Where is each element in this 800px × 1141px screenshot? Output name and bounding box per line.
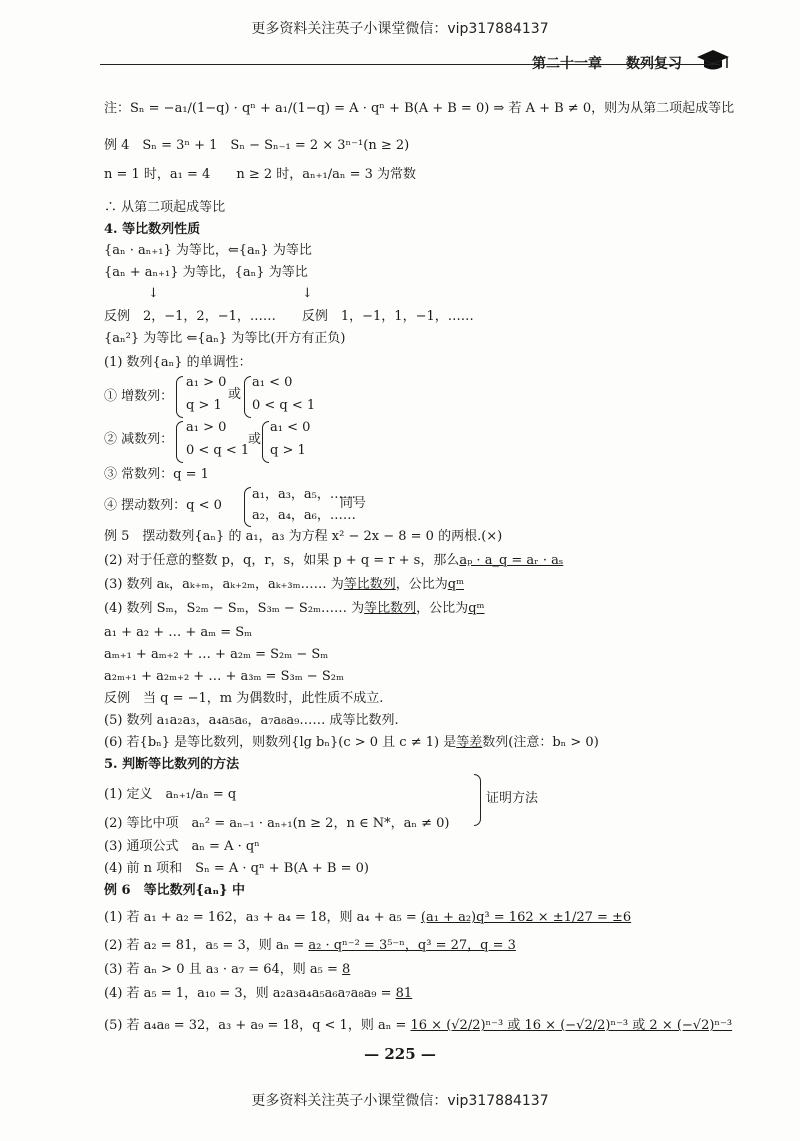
property-6-text: (6) 若{bₙ} 是等比数列，则数列{lg bₙ}(c > 0 且 c ≠ 1) 是 [104, 735, 457, 750]
sum-block-2: aₘ₊₁ + aₘ₊₂ + … + a₂ₘ = S₂ₘ − Sₘ [104, 647, 329, 662]
increasing-label: ① 增数列： [104, 389, 174, 404]
page-number: — 225 — [364, 1045, 436, 1063]
example-4-cases: n = 1 时，a₁ = 4 n ≥ 2 时，aₙ₊₁/aₙ = 3 为常数 [104, 167, 417, 182]
watermark-bottom: 更多资料关注英子小课堂微信：vip317884137 [251, 1093, 549, 1109]
chapter-header [510, 50, 732, 76]
example-5: 例 5 摆动数列{aₙ} 的 a₁，a₃ 为方程 x² − 2x − 8 = 0 的两根.(×) [104, 529, 503, 544]
condition: a₁ > 0 [186, 375, 227, 390]
property-6-blank: 等差 [456, 735, 483, 750]
condition: 0 < q < 1 [186, 443, 250, 458]
sum-block-3: a₂ₘ₊₁ + a₂ₘ₊₂ + … + a₃ₘ = S₃ₘ − S₂ₘ [104, 669, 344, 684]
monotonicity-heading: (1) 数列{aₙ} 的单调性： [104, 355, 252, 370]
condition: a₁ > 0 [186, 420, 227, 435]
graduation-cap-icon [696, 48, 730, 72]
condition: a₁ < 0 [270, 420, 311, 435]
condition: 0 < q < 1 [252, 398, 316, 413]
property-4-blank: 等比数列 [364, 601, 417, 616]
question-text: (3) 若 aₙ > 0 且 a₃ · a₇ = 64，则 a₅ = [104, 962, 343, 977]
constant-sequence: ③ 常数列：q = 1 [104, 467, 209, 482]
property-2-answer: aₚ · a_q = aᵣ · aₛ [459, 553, 564, 568]
counterexamples: 反例 2，−1，2，−1，…… 反例 1，−1，1，−1，…… [104, 309, 474, 324]
note-line: 注：Sₙ = −a₁/(1−q) · qⁿ + a₁/(1−q) = A · qⁿ + B(A + B = 0) ⇒ 若 A + B ≠ 0，则为从第二项起成等比 [104, 101, 735, 116]
brace [176, 421, 183, 463]
property-3-blank: 等比数列 [343, 577, 396, 592]
property-6 [104, 734, 599, 752]
section-title: 数列复习 [626, 56, 682, 72]
answer-text: 81 [395, 986, 413, 1001]
property-2-text: (2) 对于任意的整数 p，q，r，s，如果 p + q = r + s，那么 [104, 553, 460, 568]
example-6-3 [104, 961, 350, 979]
brace [244, 487, 251, 527]
oscillating-label: ④ 摆动数列：q < 0 [104, 498, 222, 513]
property-square: {aₙ²} 为等比 ⇐{aₙ} 为等比(开方有正负) [104, 331, 346, 346]
example-6-5 [104, 1017, 732, 1035]
brace [262, 421, 269, 463]
property-4-text: (4) 数列 Sₘ，S₂ₘ − Sₘ，S₃ₘ − S₂ₘ…… 为 [104, 601, 365, 616]
brace [474, 774, 481, 826]
answer-text: 8 [342, 962, 351, 977]
property-4-text: ，公比为 [416, 601, 469, 616]
proof-methods-label: 证明方法 [486, 791, 539, 806]
property-4 [104, 600, 484, 618]
example-6-heading: 例 6 等比数列{aₙ} 中 [104, 883, 245, 898]
method-partial-sum: (4) 前 n 项和 Sₙ = A · qⁿ + B(A + B = 0) [104, 861, 369, 876]
question-text: (4) 若 a₅ = 1，a₁₀ = 3，则 a₂a₃a₄a₅a₆a₇a₈a₉ = [104, 986, 396, 1001]
counterexample-2: 反例 当 q = −1，m 为偶数时，此性质不成立. [104, 691, 384, 706]
question-text: (1) 若 a₁ + a₂ = 162，a₃ + a₄ = 18，则 a₄ + a₅ = [104, 910, 421, 925]
answer-text: 16 × (√2/2)ⁿ⁻³ 或 16 × (−√2/2)ⁿ⁻³ 或 2 × (−√2)ⁿ⁻³ [410, 1018, 733, 1033]
example-4: 例 4 Sₙ = 3ⁿ + 1 Sₙ − Sₙ₋₁ = 2 × 3ⁿ⁻¹(n ≥ 2) [104, 138, 410, 153]
method-general-term: (3) 通项公式 aₙ = A · qⁿ [104, 839, 260, 854]
decreasing-label: ② 减数列： [104, 432, 174, 447]
even-terms: a₂，a₄，a₆，…… [252, 508, 356, 523]
property-5: (5) 数列 a₁a₂a₃，a₄a₅a₆，a₇a₈a₉…… 成等比数列. [104, 713, 399, 728]
property-2 [104, 552, 563, 570]
property-3-text: (3) 数列 aₖ，aₖ₊ₘ，aₖ₊₂ₘ，aₖ₊₃ₘ…… 为 [104, 577, 344, 592]
or-label: 或 [248, 432, 262, 447]
condition: q > 1 [186, 398, 222, 413]
property-3 [104, 576, 464, 594]
or-label: 或 [228, 387, 242, 402]
property-6-text: 数列(注意：bₙ > 0) [482, 735, 599, 750]
sum-block-1: a₁ + a₂ + … + aₘ = Sₘ [104, 625, 253, 640]
property-3-ratio: qᵐ [447, 577, 465, 592]
chapter-title: 第二十一章 [532, 56, 602, 72]
odd-terms: a₁，a₃，a₅，…… [252, 487, 356, 502]
answer-text: (a₁ + a₂)q³ = 162 × ±1/27 = ±6 [420, 910, 632, 925]
example-6-4 [104, 985, 412, 1003]
condition: a₁ < 0 [252, 375, 293, 390]
example-6-2 [104, 937, 516, 955]
method-geometric-mean: (2) 等比中项 aₙ² = aₙ₋₁ · aₙ₊₁(n ≥ 2，n ∈ N*，aₙ ≠ 0) [104, 816, 450, 831]
property-3-text: ，公比为 [395, 577, 448, 592]
condition: q > 1 [270, 443, 306, 458]
property-sum: {aₙ + aₙ₊₁} 为等比，{aₙ} 为等比 [104, 265, 308, 280]
brace [244, 376, 251, 418]
watermark-top: 更多资料关注英子小课堂微信：vip317884137 [251, 21, 549, 37]
property-4-ratio: qᵐ [468, 601, 485, 616]
answer-text: a₂ · qⁿ⁻² = 3⁵⁻ⁿ，q³ = 27，q = 3 [308, 938, 516, 953]
brace [176, 376, 183, 418]
method-definition: (1) 定义 aₙ₊₁/aₙ = q [104, 787, 237, 802]
header-rule [100, 64, 720, 65]
question-text: (2) 若 a₂ = 81，a₅ = 3，则 aₙ = [104, 938, 309, 953]
question-text: (5) 若 a₄a₈ = 32，a₃ + a₉ = 18，q < 1，则 aₙ = [104, 1018, 411, 1033]
section-4-heading: 4. 等比数列性质 [104, 222, 201, 237]
section-5-heading: 5. 判断等比数列的方法 [104, 757, 240, 772]
conclusion-line: ∴ 从第二项起成等比 [104, 200, 226, 215]
property-product: {aₙ · aₙ₊₁} 为等比，⇐{aₙ} 为等比 [104, 243, 312, 258]
arrow-down-icon: ↓ ↓ [148, 286, 313, 301]
same-sign-label: 同号 [340, 496, 367, 511]
example-6-1 [104, 909, 631, 927]
